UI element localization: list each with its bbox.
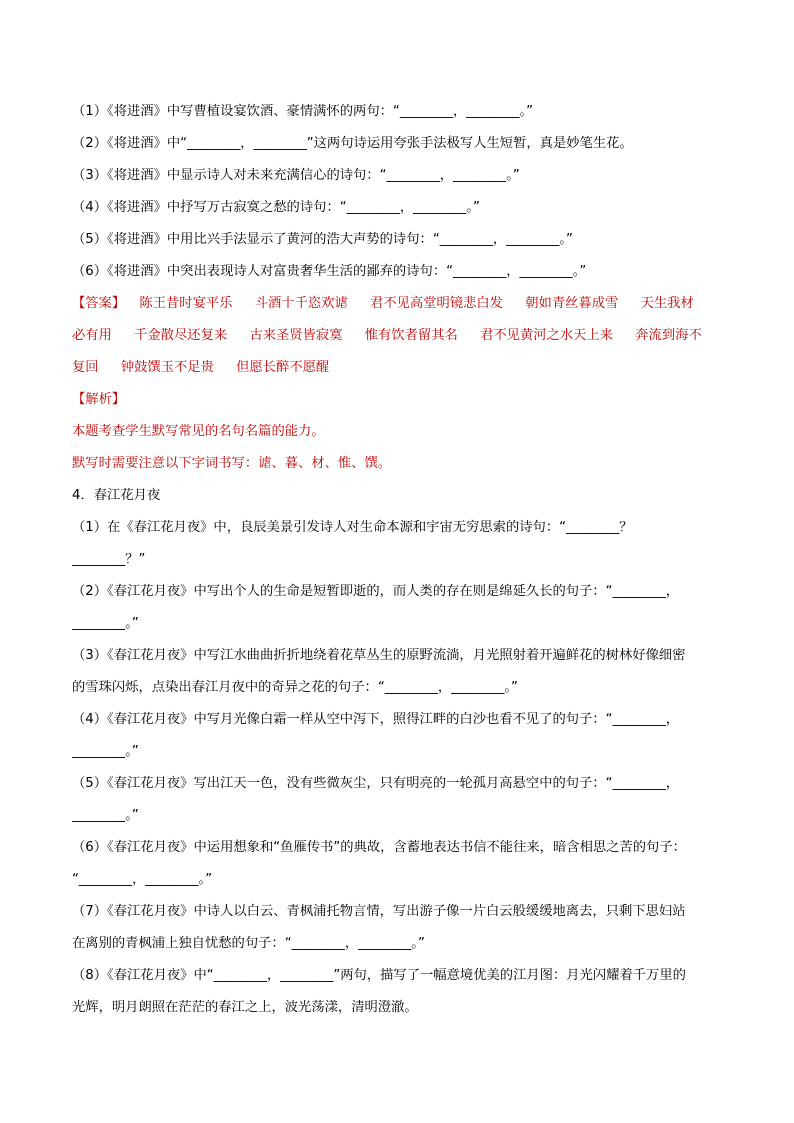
section4-line: （5）《春江花月夜》写出江天一色，没有些微灰尘，只有明亮的一轮孤月高悬空中的句子：“________， <box>72 776 680 791</box>
question-3: （3）《将进酒》中显示诗人对未来充满信心的诗句：“________，________。” <box>72 168 520 183</box>
answer-item: 陈王昔时宴平乐 <box>139 296 233 311</box>
answer-item: 古来圣贤皆寂寞 <box>249 328 343 343</box>
section4-line: （8）《春江花月夜》中“________，________”两句，描写了一幅意境优美的江月图：月光闪耀着千万里的 <box>72 968 686 983</box>
question-2: （2）《将进酒》中“________，________”这两句诗运用夸张手法极写人生短暂，真是妙笔生花。 <box>72 136 633 151</box>
answer-item: 君不见黄河之水天上来 <box>480 328 614 343</box>
answer-item: 奔流到海不 <box>635 328 702 343</box>
answer-item: 惟有饮者留其名 <box>364 328 458 343</box>
question-1: （1）《将进酒》中写曹植设宴饮酒、豪情满怀的两句：“________，________。” <box>72 104 534 119</box>
section4-line: ________？” <box>72 552 146 567</box>
section4-line: （2）《春江花月夜》中写出个人的生命是短暂即逝的，而人类的存在则是绵延久长的句子：“________， <box>72 584 680 599</box>
analysis-line-1: 本题考查学生默写常见的名句名篇的能力。 <box>72 424 325 439</box>
answer-tag: 【答案】 <box>72 296 126 311</box>
answer-item: 复回 <box>72 360 99 375</box>
section4-line: 光辉，明月朗照在茫茫的春江之上，波光荡漾，清明澄澈。 <box>72 1000 418 1015</box>
analysis-tag: 【解析】 <box>72 392 126 407</box>
section4-line: （3）《春江花月夜》中写江水曲曲折折地绕着花草丛生的原野流淌，月光照射着开遍鲜花的树林好像细密 <box>72 648 686 663</box>
section4-line: 在离别的青枫浦上独自忧愁的句子：“________，________。” <box>72 936 425 951</box>
section4-line: ________。” <box>72 808 139 823</box>
answer-item: 天生我材 <box>640 296 694 311</box>
section4-line: ________。” <box>72 616 139 631</box>
answer-item: 钟鼓馔玉不足贵 <box>120 360 214 375</box>
answer-line-1 <box>72 288 722 320</box>
section4-line: （7）《春江花月夜》中诗人以白云、青枫浦托物言情，写出游子像一片白云般缓缓地离去，只剩下思妇站 <box>72 904 686 919</box>
section4-line: 的雪珠闪烁，点染出春江月夜中的奇异之花的句子：“________，________。” <box>72 680 518 695</box>
document-page <box>72 96 722 1024</box>
question-5: （5）《将进酒》中用比兴手法显示了黄河的浩大声势的诗句：“________，________。” <box>72 232 573 247</box>
analysis-line-2: 默写时需要注意以下字词书写：谑、暮、材、惟、馔。 <box>72 456 392 471</box>
section4-line: （1）在《春江花月夜》中，良辰美景引发诗人对生命本源和宇宙无穷思索的诗句：“________？ <box>72 520 633 535</box>
answer-line-2 <box>72 320 722 352</box>
section4-line: （6）《春江花月夜》中运用想象和“鱼雁传书”的典故，含蓄地表达书信不能往来，暗含相思之苦的句子： <box>72 840 686 855</box>
section-title: 4．春江花月夜 <box>72 488 161 503</box>
section4-line: （4）《春江花月夜》中写月光像白霜一样从空中泻下，照得江畔的白沙也看不见了的句子：“________， <box>72 712 680 727</box>
answer-item: 君不见高堂明镜悲白发 <box>370 296 504 311</box>
question-4: （4）《将进酒》中抒写万古寂寞之愁的诗句：“________，________。” <box>72 200 480 215</box>
answer-item: 朝如青丝暮成雪 <box>525 296 619 311</box>
question-6: （6）《将进酒》中突出表现诗人对富贵奢华生活的鄙弃的诗句：“________，________。” <box>72 264 587 279</box>
answer-item: 斗酒十千恣欢谑 <box>254 296 348 311</box>
section4-line: ________。” <box>72 744 139 759</box>
answer-item: 千金散尽还复来 <box>134 328 228 343</box>
answer-line-3 <box>72 352 722 384</box>
section4-line: “________，________。” <box>72 872 213 887</box>
answer-item: 必有用 <box>72 328 112 343</box>
answer-item: 但愿长醉不愿醒 <box>236 360 330 375</box>
